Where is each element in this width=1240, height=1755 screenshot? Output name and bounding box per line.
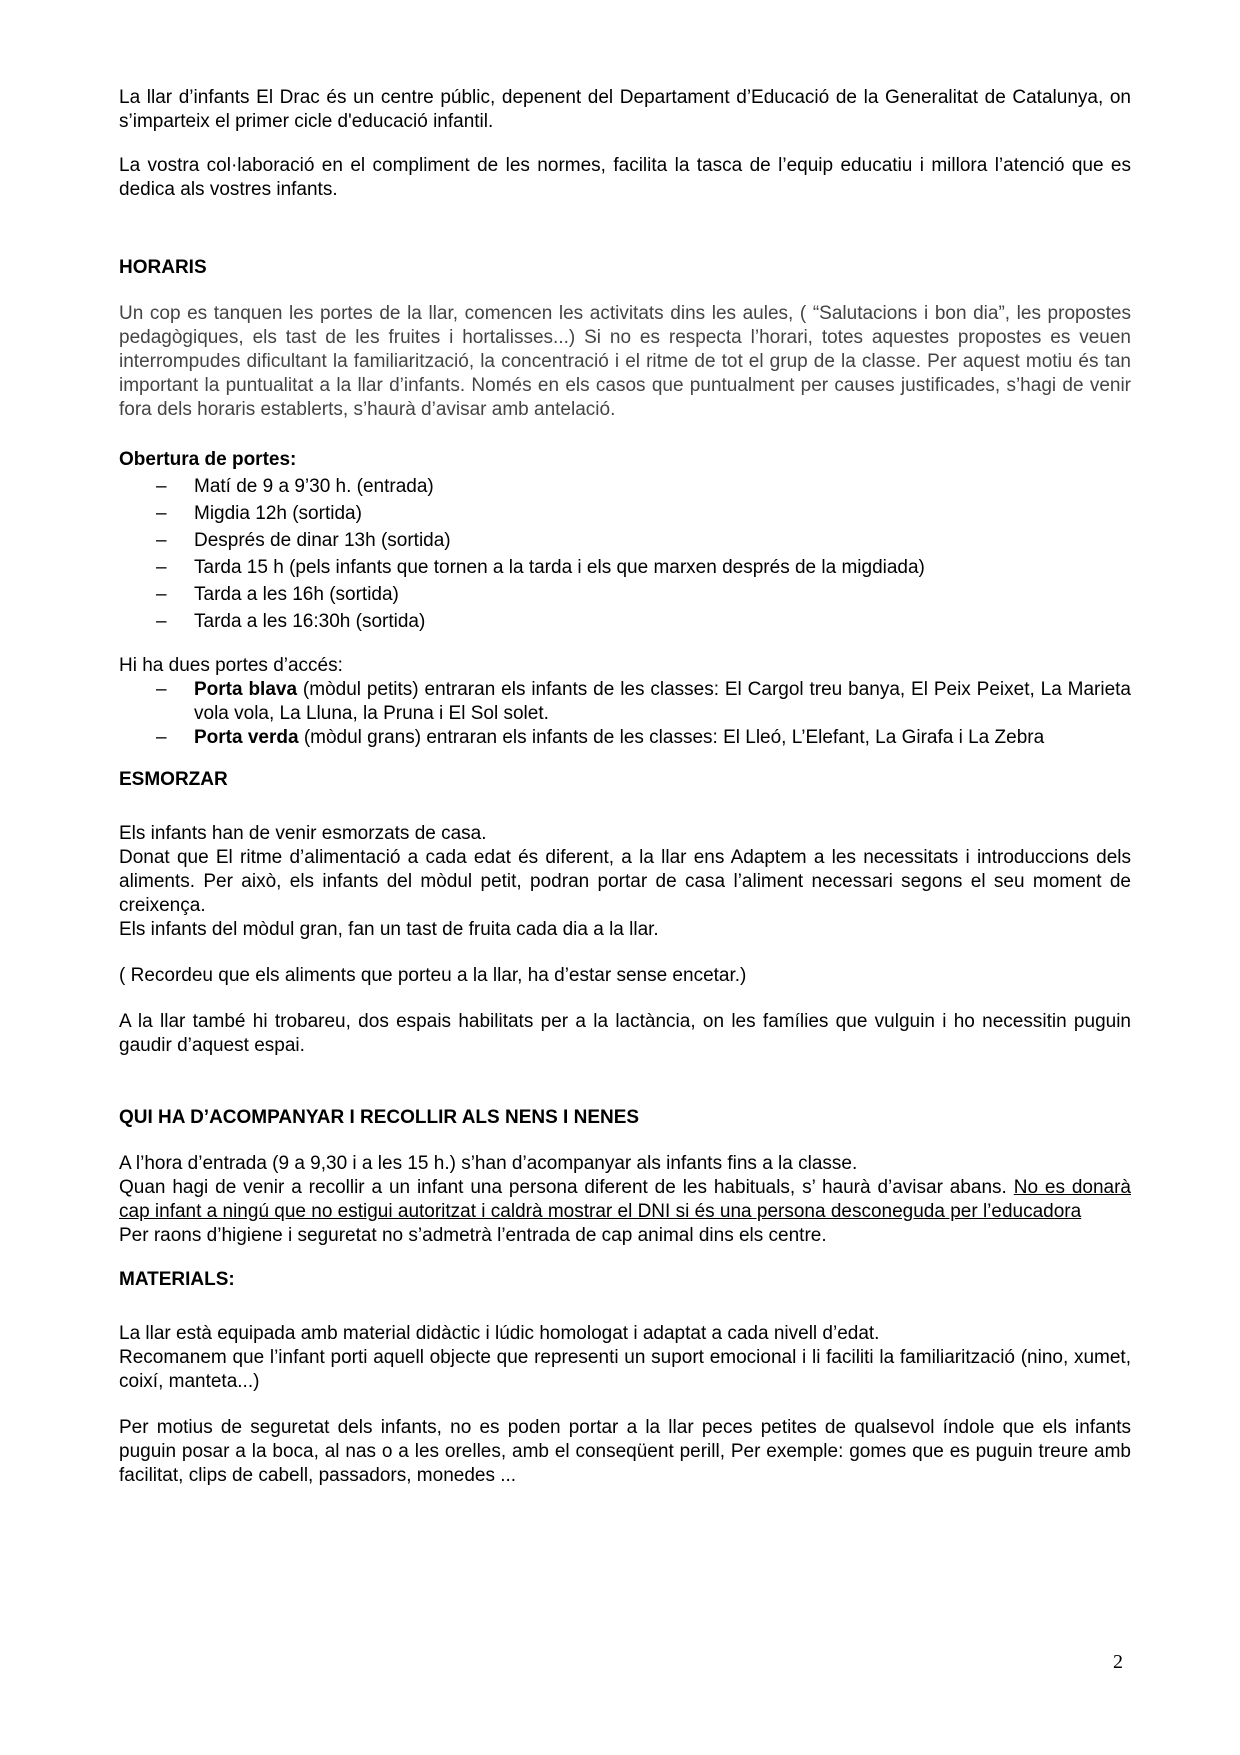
list-item: – Tarda 15 h (pels infants que tornen a la tarda i els que marxen després de la migdiada) <box>119 556 1131 580</box>
section-heading-materials: MATERIALS: <box>119 1269 235 1290</box>
obertura-heading: Obertura de portes: <box>119 449 297 470</box>
intro-paragraph: La llar d’infants El Drac és un centre públic, depenent del Departament d’Educació de la Generalitat de Catalunya, on s’imparteix el primer cicle d'educació infantil. <box>119 87 1131 132</box>
authorization-warning: No es donarà cap infant a ningú que no estigui autoritzat i caldrà mostrar el DNI si és una persona desconeguda per l’educadora <box>119 1177 1131 1222</box>
intro-paragraph: La vostra col·laboració en el compliment de les normes, facilita la tasca de l’equip educatiu i millora l’atenció que es dedica als vostres infants. <box>119 155 1131 200</box>
acompanyar-paragraph <box>119 1176 1131 1224</box>
list-item: – Migdia 12h (sortida) <box>119 502 1131 526</box>
list-item: – Tarda a les 16h (sortida) <box>119 583 1131 607</box>
section-heading-esmorzar: ESMORZAR <box>119 769 228 790</box>
esmorzar-line: Donat que El ritme d’alimentació a cada edat és diferent, a la llar ens Adaptem a les necessitats i introduccions dels aliments. Per això, els infants del mòdul petit, podran portar de casa l’aliment necessari segons el seu moment de creixença. <box>119 847 1131 916</box>
materials-line: La llar està equipada amb material didàctic i lúdic homologat i adaptat a cada nivell d’edat. <box>119 1323 880 1344</box>
esmorzar-line: Els infants del mòdul gran, fan un tast de fruita cada dia a la llar. <box>119 919 659 940</box>
materials-paragraph: Per motius de seguretat dels infants, no es poden portar a la llar peces petites de qualsevol índole que els infants puguin posar a la boca, al nas o a les orelles, amb el conseqüent perill, Per exemple: gomes que es puguin treure amb facilitat, clips de cabell, passadors, monedes ... <box>119 1417 1131 1486</box>
esmorzar-note: ( Recordeu que els aliments que porteu a la llar, ha d’estar sense encetar.) <box>119 965 747 986</box>
list-item <box>119 678 1131 726</box>
section-heading-horaris: HORARIS <box>119 257 207 278</box>
acompanyar-line: A l’hora d’entrada (9 a 9,30 i a les 15 h.) s’han d’acompanyar als infants fins a la classe. <box>119 1153 858 1174</box>
horaris-paragraph: Un cop es tanquen les portes de la llar, comencen les activitats dins les aules, ( “Salutacions i bon dia”, les propostes pedagògiques, els tast de les fruites i hortalisses...) Si no es respecta l’horari, totes aquestes propostes es veuen interrompudes dificultant la familiarització, la concentració i el ritme de tot el grup de la classe. Per aquest motiu és tan important la puntualitat a la llar d’infants. Només en els casos que puntualment per causes justificades, s’hagi de venir fora dels horaris establerts, s’haurà d’avisar amb antelació. <box>119 303 1131 420</box>
door-description: (mòdul petits) entraran els infants de les classes: El Cargol treu banya, El Peix Peixet, La Marieta vola vola, La Lluna, la Pruna i El Sol solet. <box>194 679 1131 724</box>
door-name: Porta verda <box>194 727 299 748</box>
doors-intro: Hi ha dues portes d’accés: <box>119 655 343 676</box>
acompanyar-line: Per raons d’higiene i seguretat no s’admetrà l’entrada de cap animal dins els centre. <box>119 1225 827 1246</box>
list-item: – Després de dinar 13h (sortida) <box>119 529 1131 553</box>
document-page <box>119 86 1131 1488</box>
door-description: (mòdul grans) entraran els infants de les classes: El Lleó, L’Elefant, La Girafa i La Zebra <box>298 727 1045 748</box>
list-item: – Tarda a les 16:30h (sortida) <box>119 610 1131 634</box>
acompanyar-text: Quan hagi de venir a recollir a un infant una persona diferent de les habituals, s’ haurà d’avisar abans. <box>119 1177 1014 1198</box>
doors-list <box>119 678 1131 750</box>
list-item <box>119 726 1131 750</box>
esmorzar-line: Els infants han de venir esmorzats de casa. <box>119 823 487 844</box>
section-heading-acompanyar: QUI HA D’ACOMPANYAR I RECOLLIR ALS NENS I NENES <box>119 1107 640 1128</box>
door-name: Porta blava <box>194 679 298 700</box>
hours-list <box>119 475 1131 634</box>
list-item: – Matí de 9 a 9’30 h. (entrada) <box>119 475 1131 499</box>
page-number: 2 <box>1113 1651 1123 1673</box>
lactancia-paragraph: A la llar també hi trobareu, dos espais habilitats per a la lactància, on les famílies que vulguin i ho necessitin puguin gaudir d’aquest espai. <box>119 1011 1131 1056</box>
materials-line: Recomanem que l’infant porti aquell objecte que representi un suport emocional i li faciliti la familiarització (nino, xumet, coixí, manteta...) <box>119 1347 1131 1392</box>
